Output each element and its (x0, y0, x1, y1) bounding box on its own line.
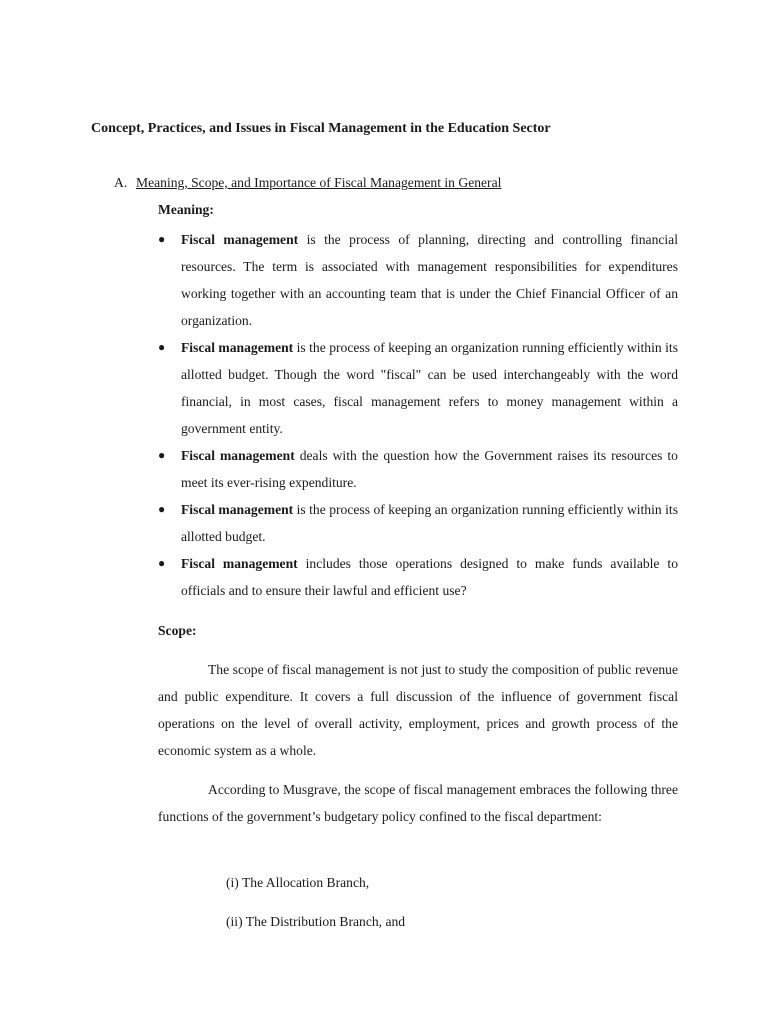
bullet-text: includes those operations designed to make funds available to officials and to ensure their lawful and efficient use? (181, 556, 678, 598)
bullet-icon: ● (158, 556, 166, 570)
bullet-icon: ● (158, 232, 166, 246)
section-title: Meaning, Scope, and Importance of Fiscal Management in General (136, 175, 502, 190)
bullet-item (158, 442, 678, 496)
bullet-item (158, 334, 678, 442)
bullet-text: is the process of keeping an organization running efficiently within its allotted budget. (181, 502, 678, 544)
bullet-term: Fiscal management (181, 340, 294, 355)
scope-paragraph-1: The scope of fiscal management is not just to study the composition of public revenue and public expenditure. It covers a full discussion of the influence of government fiscal operations on the level of overall activity, employment, prices and growth process of the economic system as a whole. (158, 662, 678, 758)
bullet-text: deals with the question how the Government raises its resources to meet its ever-rising expenditure. (181, 448, 678, 490)
bullet-icon: ● (158, 448, 166, 462)
branch-item-distribution: (ii) The Distribution Branch, and (226, 914, 406, 929)
section-a-heading (114, 174, 714, 192)
bullet-term: Fiscal management (181, 556, 298, 571)
bullet-term: Fiscal management (181, 448, 295, 463)
bullet-text: is the process of keeping an organization running efficiently within its allotted budget. Though the word "fiscal" can be used interchangeably with the word financial, in most cases, fiscal management refers to money management within a government entity. (181, 340, 678, 436)
bullet-term: Fiscal management (181, 502, 294, 517)
bullet-item (158, 550, 678, 604)
bullet-term: Fiscal management (181, 232, 299, 247)
scope-heading: Scope: (158, 623, 197, 638)
scope-paragraph-2: According to Musgrave, the scope of fiscal management embraces the following three functions of the government’s budgetary policy confined to the fiscal department: (158, 782, 678, 824)
bullet-item (158, 226, 678, 334)
bullet-icon: ● (158, 502, 166, 516)
section-letter: A. (114, 175, 128, 190)
document-title: Concept, Practices, and Issues in Fiscal Management in the Education Sector (91, 121, 551, 136)
meaning-heading: Meaning: (158, 202, 214, 217)
bullet-item (158, 496, 678, 550)
bullet-text: is the process of planning, directing and controlling financial resources. The term is associated with management responsibilities for expenditures working together with an accounting team that is under the Chief Financial Officer of an organization. (181, 232, 678, 328)
meaning-bullet-list (158, 226, 678, 604)
bullet-icon: ● (158, 340, 166, 354)
branch-item-allocation: (i) The Allocation Branch, (226, 875, 370, 890)
